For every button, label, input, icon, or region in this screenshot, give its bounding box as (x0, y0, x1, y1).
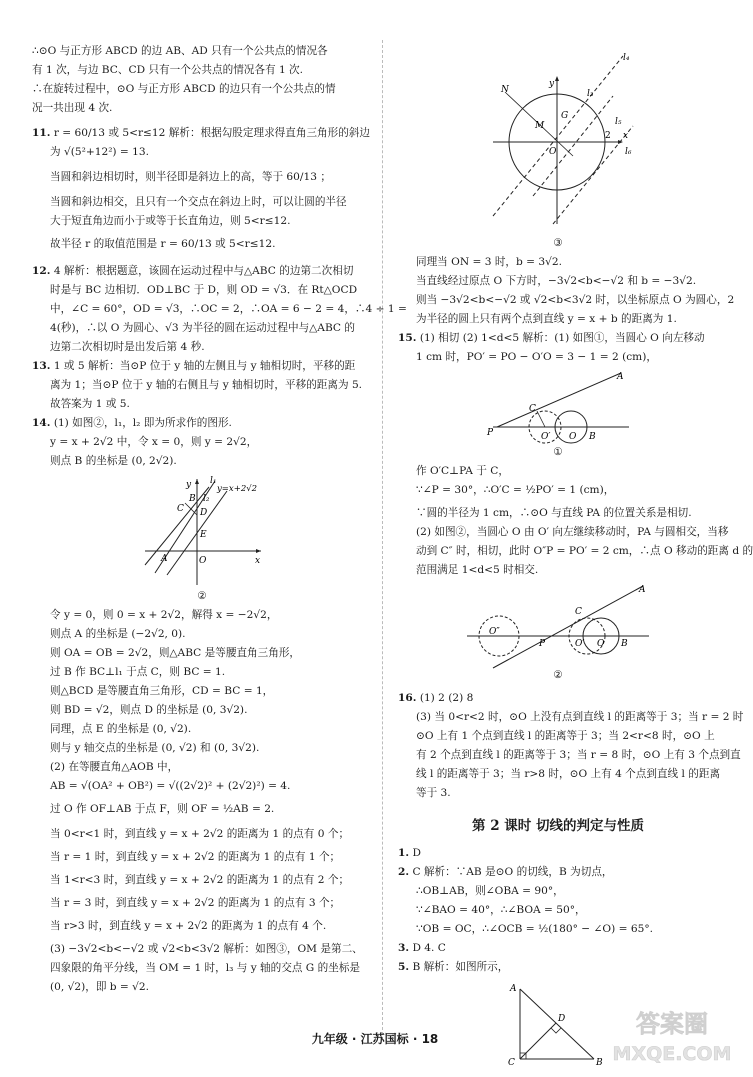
figure-tangent-2 (463, 582, 653, 668)
text-line: 范围满足 1<d<5 时相交. (416, 564, 539, 576)
text-line: 大于短直角边而小于或等于长直角边，则 5<r≤12. (50, 215, 291, 227)
label: B (596, 1058, 603, 1068)
label: O (549, 147, 557, 157)
text-line: 4(秒)，∴以 O 为圆心、√3 为半径的圆在运动过程中与△ABC 的 (50, 322, 356, 334)
text-line: 过 O 作 OF⊥AB 于点 F，则 OF = ½AB = 2. (50, 803, 275, 815)
label: P (539, 639, 546, 649)
text-line: (0, √2)，即 b = √2. (50, 981, 150, 993)
text-line: 离为 1；当⊙P 位于 y 轴的右侧且与 y 轴相切时，平移的距离为 5. (50, 379, 363, 391)
label: E (200, 530, 207, 540)
figure-caption: ① (553, 446, 563, 458)
answer-line: 1. D (398, 847, 421, 859)
text-line: ∵∠P = 30°，∴O′C = ½PO′ = 1 (cm)， (416, 484, 615, 496)
text-line: 当圆和斜边相切时，则半径即是斜边上的高，等于 60/13 ； (50, 171, 331, 183)
label: B (589, 432, 596, 442)
text-line: ∴OB⊥AB，则∠OBA = 90°， (416, 885, 564, 897)
text-line: 则与 y 轴交点的坐标是 (0, √2) 和 (0, 3√2). (50, 742, 260, 754)
watermark-line2: MXQE.COM (612, 1043, 732, 1065)
answer-12: 12. 4 解析：根据题意，该圆在运动过程中与△ABC 的边第二次相切 (32, 265, 354, 277)
text-line: 边第二次相切时是出发后第 4 秒. (50, 341, 205, 353)
text-line: 线 l 的距离等于 3；当 r>8 时，⊙O 上有 4 个点到直线 l 的距离 (416, 768, 721, 780)
label: O (597, 639, 605, 649)
answer-line: 5. B 解析：如图所示， (398, 961, 509, 973)
text-line: ∵圆的半径为 1 cm，∴⊙O 与直线 PA 的位置关系是相切. (416, 507, 692, 519)
text-line: 有 1 次，与边 BC、CD 只有一个公共点的情况各有 1 次. (32, 64, 304, 76)
label: C (508, 1058, 515, 1068)
label: x (255, 556, 261, 566)
label: P (487, 428, 494, 438)
label: l₆ (625, 147, 632, 157)
label: G (561, 111, 569, 121)
label: B (189, 494, 196, 504)
text-line: 当 1<r<3 时，到直线 y = x + 2√2 的距离为 1 的点有 2 个； (50, 874, 350, 886)
label: y (186, 480, 192, 490)
figure-line-graph-2 (137, 473, 267, 591)
answer-16: 16. (1) 2 (2) 8 (398, 692, 474, 704)
label: l₁ (210, 476, 217, 486)
text-line: 况一共出现 4 次. (32, 102, 113, 114)
text-line: (2) 如图②，当圆心 O 由 O′ 向左继续移动时，PA 与圆相交，当移 (416, 526, 729, 538)
answer-line: 2. C 解析：∵AB 是⊙O 的切线，B 为切点， (398, 866, 613, 878)
label: D (200, 508, 208, 518)
figure-caption: ② (197, 590, 207, 602)
label: 2 (605, 131, 611, 141)
text-line: ⊙O 上有 1 个点到直线 l 的距离等于 3；当 2<r<8 时，⊙O 上 (416, 730, 715, 742)
text-line: 过 B 作 BC⊥l₁ 于点 C，则 BC = 1. (50, 666, 226, 678)
answer-15: 15. (1) 相切 (2) 1<d<5 解析：(1) 如图①，当圆心 O 向左移动 (398, 332, 705, 344)
text-line: 当 r = 1 时，到直线 y = x + 2√2 的距离为 1 的点有 1 个； (50, 851, 341, 863)
text-line: 令 y = 0，则 0 = x + 2√2，解得 x = −2√2， (50, 609, 278, 621)
figure-caption: ③ (553, 237, 563, 249)
answer-13: 13. 1 或 5 解析：当⊙P 位于 y 轴的左侧且与 y 轴相切时，平移的距 (32, 360, 356, 372)
label: O (569, 432, 577, 442)
text-line: ∴在旋转过程中，⊙O 与正方形 ABCD 的边只有一个公共点的情 (32, 83, 336, 95)
answer-line: 3. D 4. C (398, 942, 446, 954)
figure-circle-lines-3 (473, 46, 643, 236)
text-line: 四象限的角平分线，当 OM = 1 时，l₃ 与 y 轴的交点 G 的坐标是 (50, 962, 361, 974)
text-line: ∵∠BAO = 40°，∴∠BOA = 50°， (416, 904, 586, 916)
text-line: 则△BCD 是等腰直角三角形，CD = BC = 1， (50, 685, 274, 697)
answer-11: 11. r = 60/13 或 5<r≤12 解析：根据勾股定理求得直角三角形的斜边 (32, 127, 371, 139)
right-column (398, 44, 753, 1071)
left-column (32, 42, 407, 997)
label: C (575, 607, 582, 617)
text-line: 动到 C″ 时，相切，此时 O″P = PO′ = 2 cm，∴点 O 移动的距离 d 的 (416, 545, 753, 557)
text-line: 则点 A 的坐标是 (−2√2, 0). (50, 628, 186, 640)
watermark-logo (612, 1002, 732, 1068)
text-line: ∴⊙O 与正方形 ABCD 的边 AB、AD 只有一个公共点的情况各 (32, 45, 328, 57)
label: O′ (541, 432, 551, 442)
text-line: (3) 当 0<r<2 时，⊙O 上没有点到直线 l 的距离等于 3；当 r = 2 时 (416, 711, 744, 723)
label: A (617, 372, 624, 382)
text-line: 当 r>3 时，到直线 y = x + 2√2 的距离为 1 的点有 4 个. (50, 920, 327, 932)
label: O (199, 556, 207, 566)
label: O′ (575, 639, 585, 649)
label: B (621, 639, 628, 649)
label: l₅ (615, 117, 622, 127)
label: x (623, 131, 629, 141)
label: A (639, 585, 646, 595)
text-line: 时是与 BC 边相切．OD⊥BC 于 D，则 OD = √3．在 Rt△OCD (50, 284, 358, 296)
text-line: ∵OB = OC，∴∠OCB = ½(180° − ∠O) = 65°. (416, 923, 653, 935)
answer-14: 14. (1) 如图②，l₁，l₂ 即为所求作的图形. (32, 417, 232, 429)
text-line: 中，∠C = 60°，OD = √3，∴OC = 2，∴OA = 6 − 2 = 4，∴4 ÷ 1 = (50, 303, 407, 315)
text-line: 则 BD = √2，则点 D 的坐标是 (0, 3√2). (50, 704, 248, 716)
text-line: 有 2 个点到直线 l 的距离等于 3；当 r = 8 时，⊙O 上有 3 个点到直 (416, 749, 741, 761)
label: A (510, 984, 517, 994)
label: N (501, 85, 509, 95)
column-divider (382, 40, 383, 1040)
label: l₄ (623, 53, 630, 63)
text-line: 当 r = 3 时，到直线 y = x + 2√2 的距离为 1 的点有 3 个； (50, 897, 341, 909)
text-line: 则当 −3√2<b<−√2 或 √2<b<3√2 时，以坐标原点 O 为圆心，2 (416, 294, 735, 306)
text-line: 当圆和斜边相交，且只有一个交点在斜边上时，可以让圆的半径 (50, 196, 347, 208)
text-line: 1 cm 时，PO′ = PO − O′O = 3 − 1 = 2 (cm)， (416, 351, 657, 363)
text-line: 为 √(5²+12²) = 13. (50, 146, 150, 158)
label: y=x+2√2 (217, 484, 258, 494)
label: D (558, 1014, 566, 1024)
text-line: AB = √(OA² + OB²) = √((2√2)² + (2√2)²) = 4. (50, 780, 291, 792)
text-line: 故半径 r 的取值范围是 r = 60/13 或 5<r≤12. (50, 238, 276, 250)
text-line: 同理，点 E 的坐标是 (0, √2). (50, 723, 192, 735)
label: y (549, 79, 555, 89)
text-line: 同理当 ON = 3 时，b = 3√2. (416, 256, 562, 268)
text-line: 则点 B 的坐标是 (0, 2√2). (50, 455, 177, 467)
section-title: 第 2 课时 切线的判定与性质 (472, 818, 644, 834)
text-line: 则 OA = OB = 2√2，则△ABC 是等腰直角三角形， (50, 647, 301, 659)
text-line: 故答案为 1 或 5. (50, 398, 130, 410)
text-line: 当 0<r<1 时，到直线 y = x + 2√2 的距离为 1 的点有 0 个； (50, 828, 350, 840)
label: M (535, 121, 545, 131)
label: C (529, 404, 536, 414)
text-line: 当直线经过原点 O 下方时，−3√2<b<−√2 和 b = −3√2. (416, 275, 697, 287)
figure-right-triangle (498, 979, 608, 1069)
page-footer: 九年级 · 江苏国标 · 18 (311, 1032, 439, 1046)
text-line: y = x + 2√2 中，令 x = 0，则 y = 2√2， (50, 436, 258, 448)
watermark-line1: 答案圈 (636, 1010, 708, 1038)
label: l₃ (587, 89, 594, 99)
text-line: 作 O′C⊥PA 于 C， (416, 465, 509, 477)
text-line: 等于 3. (416, 787, 451, 799)
text-line: (2) 在等腰直角△AOB 中， (50, 761, 179, 773)
label: l₂ (203, 494, 210, 504)
label: C (177, 504, 184, 514)
label: A (161, 554, 168, 564)
label: O″ (489, 627, 500, 637)
figure-caption: ② (553, 669, 563, 681)
figure-tangent-1 (483, 369, 633, 447)
text-line: (3) −3√2<b<−√2 或 √2<b<3√2 解析：如图③，OM 是第二、 (50, 943, 363, 955)
text-line: 为半径的圆上只有两个点到直线 y = x + b 的距离为 1. (416, 313, 677, 325)
